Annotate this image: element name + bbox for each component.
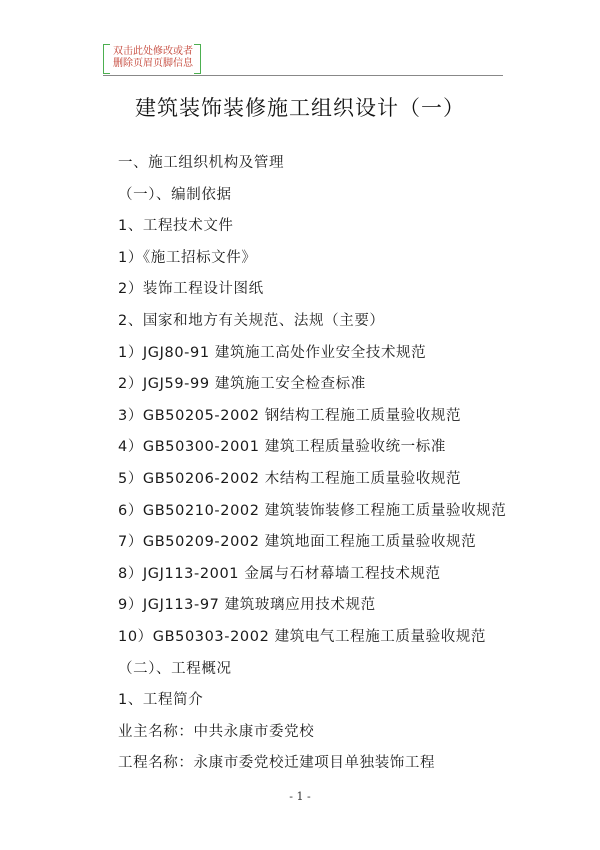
header-footer-edit-hint[interactable] bbox=[103, 44, 201, 72]
body-line: 8）JGJ113-2001 金属与石材幕墙工程技术规范 bbox=[118, 565, 441, 582]
body-line: 3）GB50205-2002 钢结构工程施工质量验收规范 bbox=[118, 407, 462, 424]
body-line: 业主名称：中共永康市委党校 bbox=[118, 723, 315, 740]
body-line: 6）GB50210-2002 建筑装饰装修工程施工质量验收规范 bbox=[118, 502, 507, 519]
body-line: 1）JGJ80-91 建筑施工高处作业安全技术规范 bbox=[118, 344, 427, 361]
body-line: （一）、编制依据 bbox=[118, 186, 232, 203]
body-line: 1）《施工招标文件》 bbox=[118, 249, 257, 266]
body-line: 工程名称：永康市委党校迁建项目单独装饰工程 bbox=[118, 755, 436, 772]
body-line: 5）GB50206-2002 木结构工程施工质量验收规范 bbox=[118, 470, 462, 487]
body-line: 一、施工组织机构及管理 bbox=[118, 155, 285, 171]
document-body bbox=[118, 148, 538, 780]
body-line: 10）GB50303-2002 建筑电气工程施工质量验收规范 bbox=[118, 628, 487, 645]
body-line: 2）JGJ59-99 建筑施工安全检查标准 bbox=[118, 376, 366, 393]
header-note-line-1: 双击此处修改或者 bbox=[113, 46, 193, 57]
document-title: 建筑装饰装修施工组织设计（一） bbox=[135, 96, 465, 120]
body-line: 2、国家和地方有关规范、法规（主要） bbox=[118, 312, 385, 329]
body-line: 7）GB50209-2002 建筑地面工程施工质量验收规范 bbox=[118, 534, 477, 551]
body-line: 1、工程技术文件 bbox=[118, 218, 234, 235]
header-note-line-2: 删除页眉页脚信息 bbox=[113, 58, 193, 69]
body-line: 1、工程简介 bbox=[118, 692, 204, 709]
body-line: 9）JGJ113-97 建筑玻璃应用技术规范 bbox=[118, 597, 376, 614]
body-line: 4）GB50300-2001 建筑工程质量验收统一标准 bbox=[118, 439, 446, 456]
header-rule bbox=[103, 75, 503, 76]
body-line: 2）装饰工程设计图纸 bbox=[118, 281, 264, 298]
page-number: - 1 - bbox=[289, 790, 311, 803]
body-line: （二）、工程概况 bbox=[118, 660, 232, 677]
